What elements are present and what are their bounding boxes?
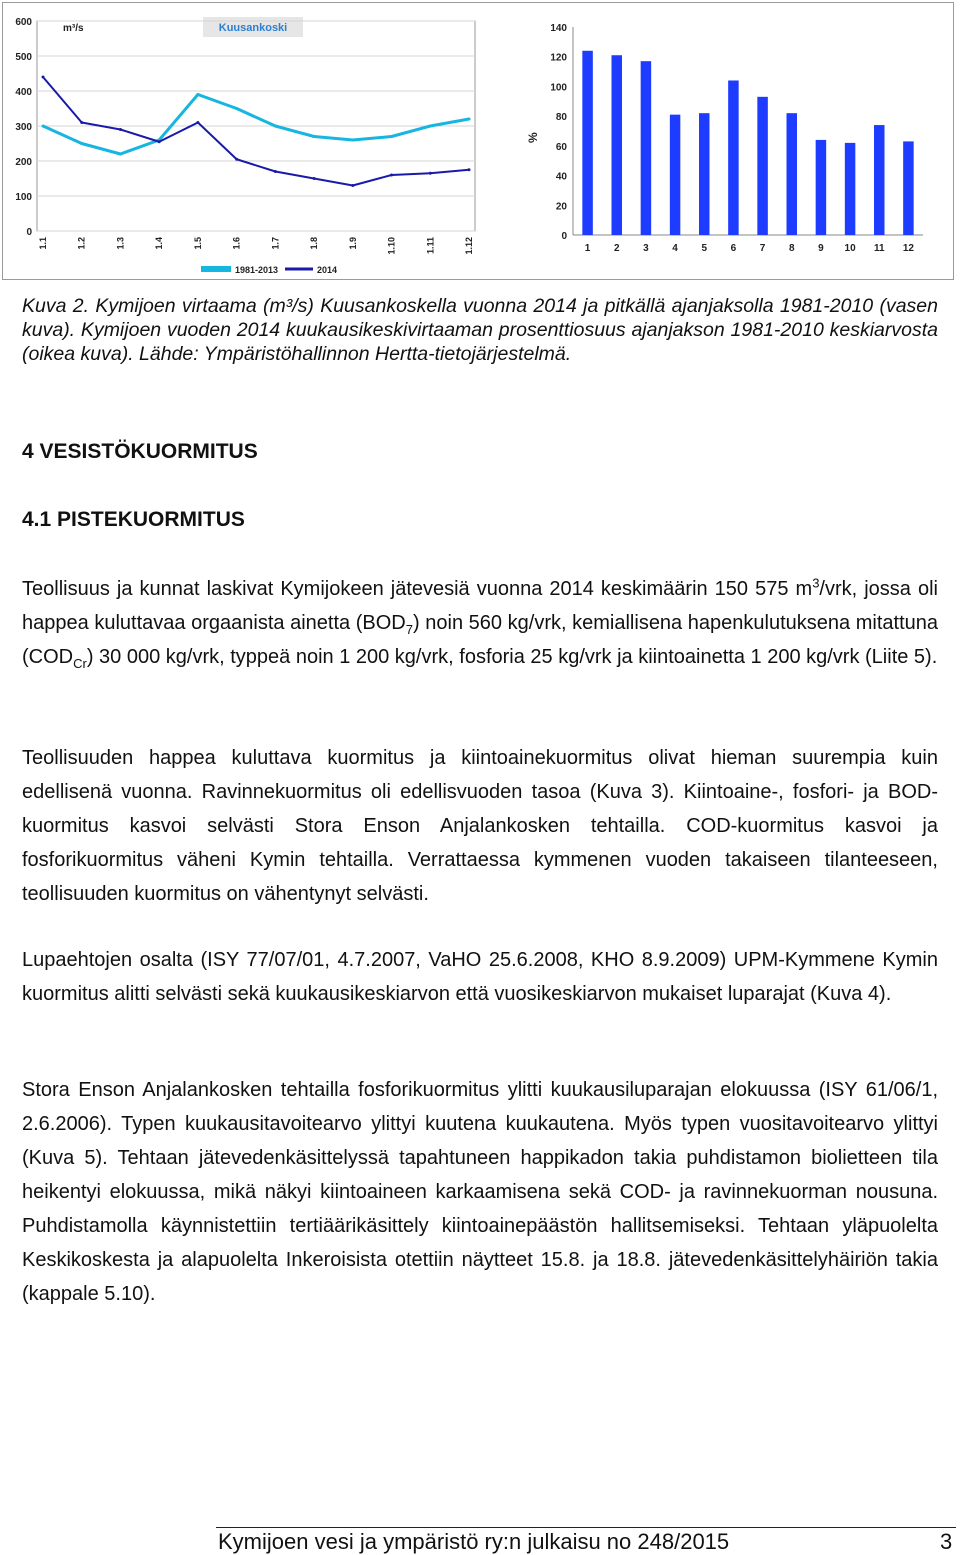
- y-tick-label: 140: [550, 23, 567, 34]
- paragraph-3: Lupaehtojen osalta (ISY 77/07/01, 4.7.2007, VaHO 25.6.2008, KHO 8.9.2009) UPM-Kymmene Kymin kuormitus alitti selvästi sekä kuukausikeskiarvon että vuosikeskiarvon mukaiset luparajat (Kuva 4).: [22, 949, 938, 1005]
- x-tick-label: 1.8: [309, 237, 320, 250]
- data-point: [313, 135, 316, 138]
- data-point: [468, 118, 471, 121]
- bar: [787, 113, 798, 235]
- subsection-heading: 4.1 PISTEKUORMITUS: [22, 508, 245, 531]
- x-tick-label: 1: [584, 243, 591, 254]
- paragraph-2: Teollisuuden happea kuluttava kuormitus ja kiintoainekuormitus olivat hieman suurempia kuin edellisenä vuonna. Ravinnekuormitus oli edellisvuoden tasoa (Kuva 3). Kiintoaine-, fosfori- ja BOD-kuormitus kasvoi selvästi Stora Enson Anjalankosken tehtailla. COD-kuormitus kasvoi ja fosforikuormitus väheni Kymin tehtailla. Verrattaessa kymmenen vuoden takaiseen tilanteeseen, teollisuuden kuormitus on vähentynyt selvästi.: [22, 747, 938, 905]
- p1-text-c: ) noin 560 kg/vrk, kemiallisena hapenkulutuksena mitattuna (COD: [22, 612, 938, 668]
- right-bars-group: [582, 51, 913, 235]
- left-x-tick-labels: [38, 237, 474, 255]
- y-tick-label: 0: [561, 231, 567, 242]
- p1-text-d: ) 30 000 kg/vrk, typpeä noin 1 200 kg/vrk, fosforia 25 kg/vrk ja kiintoainetta 1 200 kg/vrk (Liite 5).: [86, 646, 938, 668]
- bar: [845, 143, 856, 235]
- data-point: [429, 172, 432, 175]
- left-chart-title: Kuusankoski: [218, 22, 288, 34]
- data-point: [351, 139, 354, 142]
- figure-caption: Kuva 2. Kymijoen virtaama (m³/s) Kuusankoskella vuonna 2014 ja pitkällä ajanjaksolla 1981-2010 (vasen kuva). Kymijoen vuoden 2014 kuukausikeskivirtaaman prosenttiosuus ajanjakson 1981-2010 keskiarvosta (oikea kuva). Lähde: Ympäristöhallinnon Hertta-tietojärjestelmä.: [22, 295, 938, 365]
- x-tick-label: 3: [643, 243, 649, 254]
- y-tick-label: 100: [550, 82, 567, 94]
- x-tick-label: 9: [818, 243, 824, 254]
- x-tick-label: 1.9: [347, 237, 358, 250]
- x-tick-label: 1.10: [386, 237, 397, 255]
- p1-subscript-cod: Cr: [73, 656, 87, 671]
- p1-text-b: /vrk, jossa oli happea kuluttavaa orgaanista ainetta (BOD: [22, 578, 938, 634]
- data-point: [235, 158, 238, 161]
- paragraph-1: [22, 572, 938, 674]
- x-tick-label: 1.12: [464, 237, 474, 255]
- data-point: [119, 153, 122, 156]
- x-tick-label: 1.1: [38, 237, 48, 250]
- data-point: [80, 142, 83, 145]
- series-line-1981-2013: [43, 95, 469, 155]
- x-tick-label: 1.11: [425, 237, 436, 255]
- y-tick-label: 120: [550, 52, 567, 64]
- x-tick-label: 1.4: [154, 237, 165, 250]
- data-point: [158, 140, 161, 143]
- x-tick-label: 7: [759, 243, 766, 254]
- data-point: [274, 170, 277, 173]
- y-tick-label: 20: [555, 201, 567, 213]
- y-tick-label: 100: [15, 192, 32, 203]
- bar: [874, 125, 885, 235]
- data-point: [119, 128, 122, 131]
- legend-label-1981-2013: 1981-2013: [235, 265, 279, 275]
- x-tick-label: 5: [701, 243, 708, 254]
- footer-rule: [216, 1527, 956, 1528]
- y-tick-label: 600: [15, 17, 32, 28]
- bar: [728, 80, 739, 235]
- data-point: [42, 76, 45, 79]
- x-tick-label: 1.3: [115, 237, 126, 250]
- left-legend: [201, 265, 337, 275]
- y-tick-label: 200: [15, 157, 32, 168]
- y-tick-label: 80: [555, 112, 567, 124]
- series-line-2014: [43, 77, 469, 186]
- p1-text-a: Teollisuus ja kunnat laskivat Kymijokeen jätevesiä vuonna 2014 keskimäärin 150 575 m: [22, 578, 813, 600]
- data-point: [196, 121, 199, 124]
- paragraph-4: Stora Enson Anjalankosken tehtailla fosforikuormitus ylitti kuukausiluparajan elokuussa (ISY 61/06/1, 2.6.2006). Typen kuukausitavoitearvo ylittyi kuutena kuukautena. Myös typen vuositavoitearvo ylittyi (Kuva 5). Tehtaan jätevedenkäsittelyssä tapahtuneen happikadon takia puhdistamon biolietteen tila heikentyi elokuussa, mikä näkyi kiintoaineen karkaamisena sekä COD- ja ravinnekuorman nousuna. Puhdistamolla käynnistettiin tertiäärikäsittely kiintoainepäästön hallitsemiseksi. Tehtaan yläpuolelta Keskikoskesta ja alapuolelta Inkeroisista otettiin näytteet 15.8. ja 18.8. jätevedenkäsittelyhäiriön takia (kappale 5.10).: [22, 1079, 938, 1305]
- percentage-bar-chart: [526, 23, 923, 254]
- y-tick-label: 300: [15, 122, 32, 133]
- x-tick-label: 8: [788, 243, 795, 254]
- left-chart-unit: m³/s: [63, 23, 84, 34]
- x-tick-label: 1.2: [76, 237, 87, 250]
- y-tick-label: 40: [555, 171, 567, 183]
- y-tick-label: 60: [555, 141, 567, 153]
- data-point: [390, 174, 393, 177]
- right-x-tick-labels: [585, 243, 915, 254]
- data-point: [468, 168, 471, 171]
- p1-subscript-bod: 7: [405, 622, 413, 637]
- figure-kuva-2: [2, 2, 954, 280]
- figure-charts: [3, 3, 953, 279]
- data-point: [235, 107, 238, 110]
- data-point: [313, 177, 316, 180]
- legend-label-2014: 2014: [317, 265, 338, 275]
- x-tick-label: 1.7: [270, 237, 281, 250]
- data-point: [196, 93, 199, 96]
- bar: [641, 61, 652, 235]
- x-tick-label: 2: [613, 243, 620, 254]
- x-tick-label: 1.6: [231, 237, 242, 250]
- right-chart-ylabel: %: [526, 132, 540, 143]
- bar: [699, 113, 710, 235]
- right-y-tick-labels: [550, 23, 567, 242]
- x-tick-label: 10: [844, 243, 856, 254]
- legend-swatch-1981-2013: [201, 266, 231, 272]
- y-tick-label: 400: [15, 87, 32, 98]
- bar: [670, 115, 681, 235]
- y-tick-label: 0: [26, 227, 32, 238]
- p1-superscript: 3: [812, 575, 820, 591]
- bar: [757, 97, 768, 235]
- bar: [816, 140, 827, 235]
- section-heading: 4 VESISTÖKUORMITUS: [22, 440, 258, 463]
- x-tick-label: 6: [730, 243, 737, 254]
- data-point: [42, 125, 45, 128]
- bar: [903, 141, 914, 235]
- flow-chart-kuusankoski: [15, 17, 475, 275]
- data-point: [390, 135, 393, 138]
- x-tick-label: 4: [672, 243, 678, 254]
- y-tick-label: 500: [15, 52, 32, 63]
- bar: [582, 51, 593, 235]
- data-point: [351, 184, 354, 187]
- left-y-tick-labels: [15, 17, 32, 238]
- footer-publication: Kymijoen vesi ja ympäristö ry:n julkaisu no 248/2015: [218, 1529, 730, 1554]
- left-series-group: [42, 76, 471, 188]
- x-tick-label: 1.5: [192, 237, 203, 250]
- data-point: [429, 125, 432, 128]
- page-number: 3: [940, 1529, 953, 1554]
- data-point: [274, 125, 277, 128]
- x-tick-label: 11: [873, 243, 885, 254]
- x-tick-label: 12: [902, 243, 914, 254]
- data-point: [80, 121, 83, 124]
- bar: [612, 55, 623, 235]
